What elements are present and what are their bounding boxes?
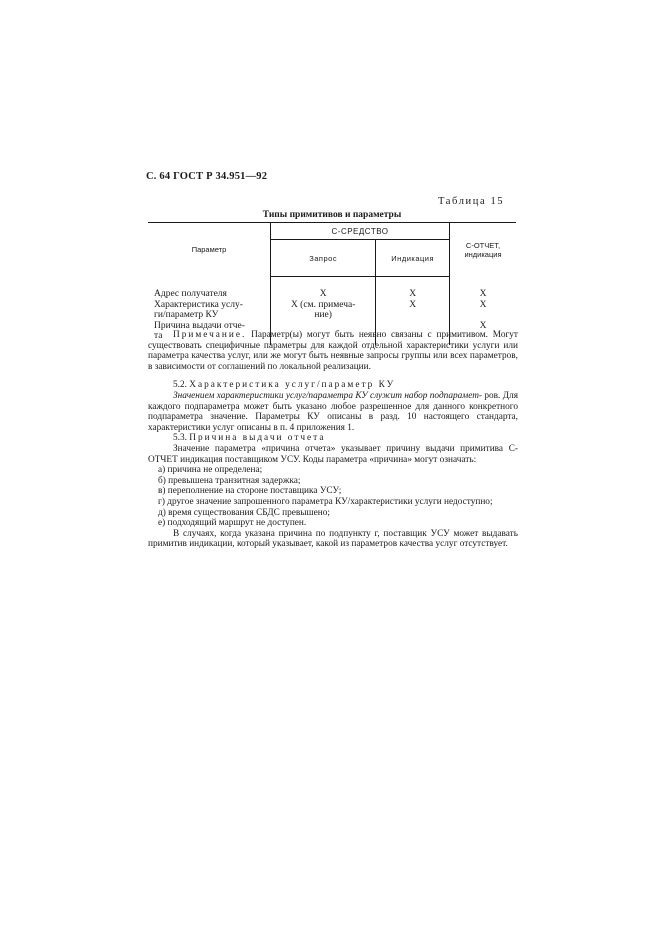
- col-header-s-otchet-line1: С-ОТЧЕТ,: [465, 240, 501, 250]
- table-row: [148, 310, 516, 321]
- table-number: Таблица 15: [438, 196, 505, 207]
- table-title: Типы примитивов и параметры: [262, 210, 402, 220]
- col-header-s-sredstvo: С-СРЕДСТВО: [271, 223, 450, 240]
- section-5-2-paragraph: [148, 391, 518, 433]
- col-header-zapros: Запрос: [271, 240, 376, 277]
- section-5-3-title: Причина выдачи отчета: [189, 433, 326, 444]
- note-paragraph: [148, 330, 518, 372]
- list-item: а) причина не определена;: [158, 465, 263, 476]
- col-header-s-otchet-line2: индикация: [464, 249, 502, 259]
- list-item: г) другое значение запрошенного параметра КУ/характеристики услуги недоступно;: [158, 496, 493, 507]
- cell-otchet: X: [450, 321, 517, 332]
- section-5-3-closing: В случаях, когда указана причина по подпункту г, поставщик УСУ может выдавать примитив индикации, который указывает, какой из параметров качества услуг отсутствует.: [148, 528, 518, 550]
- cell-param: Характеристика услу-: [148, 300, 271, 311]
- cell-indikaciya: [376, 310, 450, 321]
- list-item: е) подходящий маршрут не доступен.: [158, 518, 307, 529]
- cell-param: Адрес получателя: [148, 277, 271, 300]
- cell-param: та: [148, 331, 271, 345]
- cell-zapros: X: [271, 277, 376, 300]
- body-text: [148, 330, 518, 550]
- list-item: б) превышена транзитная задержка;: [158, 475, 301, 486]
- cell-otchet: [450, 310, 517, 321]
- section-5-2-title: Характеристика услуг/параметр КУ: [189, 380, 396, 391]
- section-5-3-number: 5.3.: [173, 433, 187, 444]
- cell-param: Причина выдачи отче-: [148, 321, 271, 332]
- table-row: [148, 277, 516, 300]
- table-row: [148, 300, 516, 311]
- section-5-3-heading: [148, 433, 518, 444]
- cell-otchet: X: [450, 300, 517, 311]
- page-header: С. 64 ГОСТ Р 34.951—92: [146, 171, 268, 182]
- list-item: в) переполнение на стороне поставщика УСУ;: [158, 486, 342, 497]
- note-label: Примечание.: [173, 330, 247, 340]
- section-5-2-number: 5.2.: [173, 380, 187, 391]
- cell-zapros: X (см. примеча-: [271, 300, 376, 311]
- cell-indikaciya: X: [409, 299, 417, 310]
- note-text: Параметр(ы) могут быть неявно связаны с примитивом. Могут существовать специфичные параметры для каждой отдельной характеристики услуги или параметра качества услуг, или же могут быть неявные запросы группы или всех параметров, в зависимости от соглашений по локальной реализации.: [148, 330, 518, 372]
- section-5-3-text: Значение параметра «причина отчета» указывает причину выдачи примитива С-ОТЧЕТ индикация поставщиком УСУ. Коды параметра «причина» могут означать:: [148, 443, 518, 465]
- col-header-s-otchet: [450, 223, 517, 277]
- col-header-indikaciya: Индикация: [376, 240, 450, 277]
- list-item: д) время существования СБДС превышено;: [158, 507, 331, 518]
- cell-indikaciya: X: [409, 289, 417, 299]
- cell-otchet: X: [450, 277, 517, 300]
- section-5-2-intro: Значением характеристики услуг/параметра КУ служит набор подпарамет-: [173, 390, 483, 401]
- col-header-param: Параметр: [148, 223, 271, 277]
- section-5-2-heading: [148, 380, 518, 391]
- primitives-table: [148, 222, 516, 345]
- cell-zapros: ние): [271, 310, 376, 321]
- section-5-2-text: ров. Для каждого подпараметра может быть указано любое разрешенное для данного конкретного подпараметра значение. Параметры КУ описаны в разд. 10 настоящего стандарта, характеристики услуг описаны в п. 4 приложения 1.: [148, 390, 519, 433]
- cell-param: ги/параметр КУ: [148, 310, 271, 321]
